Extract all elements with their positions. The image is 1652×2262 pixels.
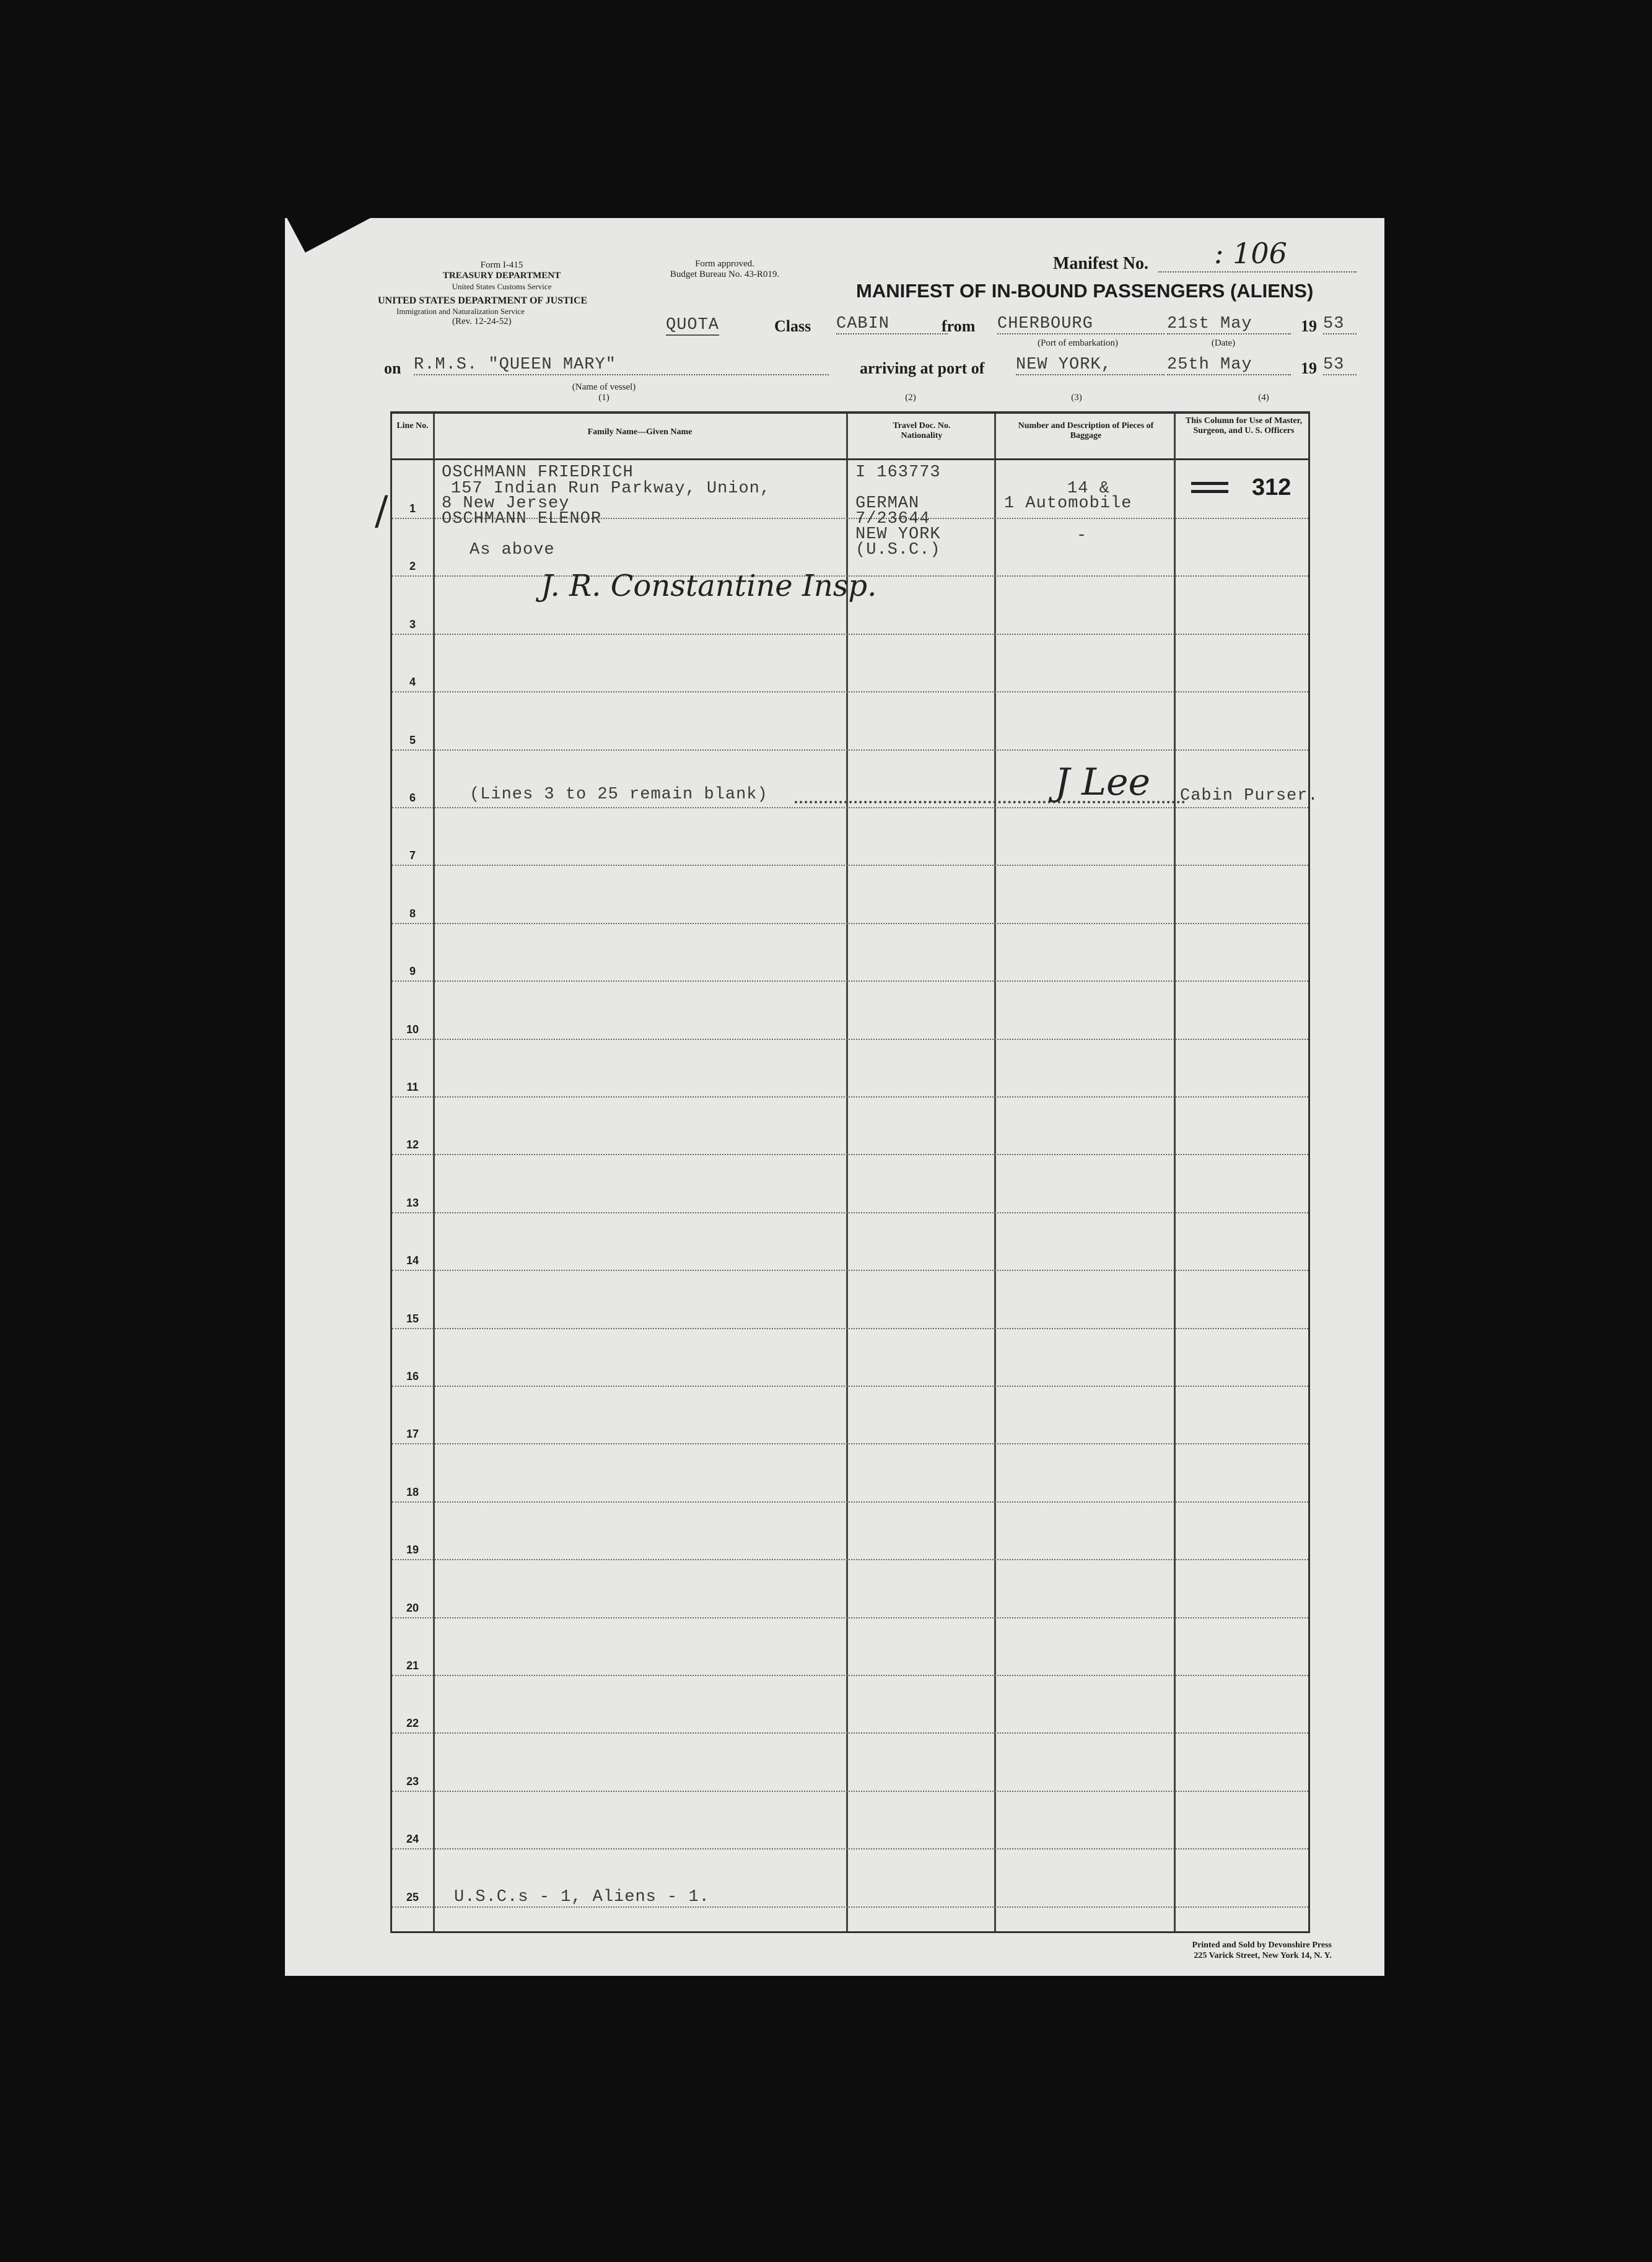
line-number: 5 (409, 733, 416, 746)
table-row (392, 1155, 1308, 1213)
line-number: 13 (406, 1196, 419, 1209)
table-row (392, 1733, 1308, 1792)
passenger-1-officer-number: 312 (1252, 474, 1291, 500)
from-label: from (942, 317, 976, 335)
class-value: CABIN (836, 315, 948, 334)
form-approval-block: Form approved. Budget Bureau No. 43-R019. (670, 259, 780, 279)
vessel-value: R.M.S. "QUEEN MARY" (414, 356, 829, 375)
inspector-signature: J. R. Constantine Insp. (541, 569, 877, 603)
vessel-caption: (Name of vessel) (1) (572, 382, 636, 403)
arriving-label: arriving at port of (860, 359, 985, 377)
passenger-1-officer-mark (1191, 482, 1228, 493)
blank-lines-note: (Lines 3 to 25 remain blank) (470, 785, 768, 804)
passenger-1-name: OSCHMANN FRIEDRICH (442, 463, 634, 482)
line-number: 9 (409, 965, 416, 978)
justice-dept-block: UNITED STATES DEPARTMENT OF JUSTICE Immigration and Naturalization Service (Rev. 12-24-52) (378, 295, 588, 326)
passenger-1-address-2: 8 New Jersey (442, 494, 570, 513)
purser-title: Cabin Purser. (1180, 787, 1319, 805)
form-id-block: Form I-415 TREASURY DEPARTMENT United States Customs Service (442, 260, 561, 291)
table-row (392, 1791, 1308, 1849)
line-number: 20 (406, 1601, 419, 1614)
header-baggage: Number and Description of Pieces of Baggage (1018, 421, 1154, 440)
table-row (392, 1386, 1308, 1444)
line-number: 22 (406, 1717, 419, 1730)
line-number: 1 (409, 502, 416, 515)
line-number: 25 (406, 1890, 419, 1903)
line-number: 21 (406, 1659, 419, 1672)
quota-value: QUOTA (666, 316, 720, 334)
class-label: Class (774, 317, 811, 335)
line-number: 24 (406, 1833, 419, 1846)
passenger-2-name: OSCHMANN ELENOR (442, 510, 602, 528)
col4-number: (4) (1258, 393, 1269, 403)
year2-prefix: 19 (1301, 359, 1317, 377)
table-row (392, 634, 1308, 692)
purser-signature: J Lee (1055, 761, 1150, 804)
table-row (392, 692, 1308, 751)
line-number: 15 (406, 1312, 419, 1325)
printer-imprint: Printed and Sold by Devonshire Press 225 Varick Street, New York 14, N. Y. (1192, 1941, 1332, 1960)
line-number: 3 (409, 618, 416, 631)
header-officers: This Column for Use of Master, Surgeon, and U. S. Officers (1185, 416, 1303, 435)
header-travel: Travel Doc. No. Nationality (893, 421, 951, 440)
passenger-table (375, 411, 1319, 1933)
table-row (392, 1039, 1308, 1098)
passenger-1-doc: I 163773 (855, 463, 941, 482)
line-number: 19 (406, 1544, 419, 1557)
arrival-port: NEW YORK, (1016, 356, 1165, 375)
passenger-2-doc: 7/23644 (855, 510, 930, 528)
line-number: 10 (406, 1023, 419, 1036)
line-number: 8 (409, 907, 416, 920)
table-row (392, 1270, 1308, 1329)
date-caption: (Date) (1211, 338, 1236, 348)
arrival-date: 25th May (1167, 356, 1291, 375)
line-number: 7 (409, 849, 416, 862)
passenger-2-city: NEW YORK (855, 525, 941, 544)
table-row (392, 923, 1308, 982)
line-number: 23 (406, 1775, 419, 1788)
table-row (392, 1617, 1308, 1676)
line-number: 2 (409, 560, 416, 573)
manifest-no-value: : 106 (1214, 237, 1287, 270)
totals-line: U.S.C.s - 1, Aliens - 1. (454, 1888, 710, 1906)
line-number: 6 (409, 792, 416, 804)
date-value: 21st May (1167, 315, 1291, 334)
passenger-1-baggage: 14 & (1067, 479, 1110, 498)
line-number: 12 (406, 1138, 419, 1151)
table-row (392, 1328, 1308, 1387)
manifest-no-label: Manifest No. (1053, 254, 1148, 273)
line-number: 18 (406, 1485, 419, 1498)
col3-number: (3) (1071, 393, 1082, 403)
table-row (392, 807, 1308, 866)
port-caption: (Port of embarkation) (1038, 338, 1118, 348)
year2-value: 53 (1323, 356, 1357, 375)
table-row (392, 1675, 1308, 1734)
manifest-document (285, 218, 1384, 1976)
line-number: 14 (406, 1254, 419, 1267)
passenger-2-baggage: - (1077, 526, 1088, 545)
on-label: on (384, 359, 401, 377)
line-number: 11 (406, 1081, 419, 1093)
line-number: 4 (409, 676, 416, 689)
table-row (392, 1560, 1308, 1618)
year-value: 53 (1323, 315, 1357, 334)
passenger-1-baggage-2: 1 Automobile (1004, 494, 1132, 513)
header-name: Family Name—Given Name (587, 427, 693, 437)
passenger-1-nationality: GERMAN (855, 494, 920, 513)
header-line-no: Line No. (396, 421, 429, 430)
line-number: 16 (406, 1370, 419, 1382)
document-title: MANIFEST OF IN-BOUND PASSENGERS (ALIENS) (856, 280, 1314, 302)
passenger-1-address: 157 Indian Run Parkway, Union, (451, 479, 771, 498)
manifest-no-line (1158, 270, 1357, 273)
passenger-2-usc: (U.S.C.) (855, 541, 941, 559)
table-row (392, 1096, 1308, 1155)
col2-number: (2) (905, 393, 916, 403)
table-row (392, 1212, 1308, 1271)
passenger-2-note: As above (470, 541, 555, 559)
table-row (392, 1501, 1308, 1560)
table-row (392, 981, 1308, 1040)
port-value: CHERBOURG (997, 315, 1165, 334)
line-mark: / (375, 488, 388, 534)
year-prefix: 19 (1301, 317, 1317, 335)
line-number: 17 (406, 1428, 419, 1441)
table-row (392, 865, 1308, 924)
table-row (392, 1444, 1308, 1503)
